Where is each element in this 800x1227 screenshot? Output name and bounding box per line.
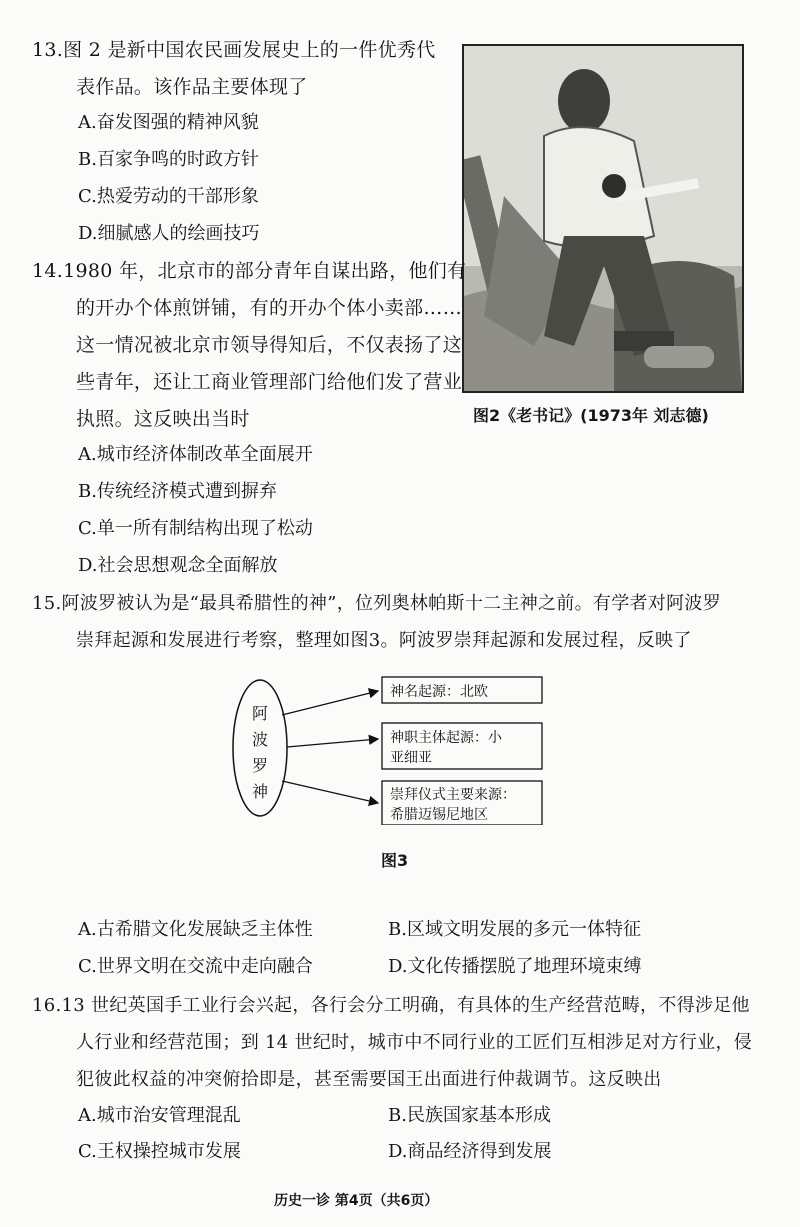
q13-option-a[interactable]: A.奋发图强的精神风貌 <box>78 112 259 133</box>
q13-option-c[interactable]: C.热爱劳动的干部形象 <box>78 186 259 207</box>
box3-line2: 希腊迈锡尼地区 <box>390 807 488 823</box>
center-char-4: 神 <box>251 782 269 801</box>
figure3-caption: 图3 <box>381 851 409 870</box>
arrow-to-box2 <box>287 739 378 747</box>
q16-option-c[interactable]: C.王权操控城市发展 <box>78 1141 241 1162</box>
q16-option-a[interactable]: A.城市治安管理混乱 <box>78 1105 241 1126</box>
q16-stem-line2: 人行业和经营范围；到 14 世纪时，城市中不同行业的工匠们互相涉足对方行业，侵 <box>76 1032 753 1053</box>
figure3-diagram <box>220 675 560 825</box>
figure2-painting <box>462 44 744 393</box>
q14-option-d[interactable]: D.社会思想观念全面解放 <box>78 555 278 576</box>
q15-stem-line1: 15.阿波罗被认为是“最具希腊性的神”，位列奥林帕斯十二主神之前。有学者对阿波罗 <box>32 593 722 614</box>
q14-option-c[interactable]: C.单一所有制结构出现了松动 <box>78 518 313 539</box>
q14-option-a[interactable]: A.城市经济体制改革全面展开 <box>78 444 313 465</box>
q14-stem-line5: 执照。这反映出当时 <box>76 408 250 430</box>
q15-option-b[interactable]: B.区域文明发展的多元一体特征 <box>388 919 641 940</box>
q13-option-d[interactable]: D.细腻感人的绘画技巧 <box>78 223 260 244</box>
q15-option-d[interactable]: D.文化传播摆脱了地理环境束缚 <box>388 956 642 977</box>
q13-stem-line2: 表作品。该作品主要体现了 <box>76 76 308 98</box>
center-char-1: 阿 <box>251 704 269 723</box>
q16-stem-line3: 犯彼此权益的冲突俯拾即是，甚至需要国王出面进行仲裁调节。这反映出 <box>76 1069 662 1090</box>
page-footer: 历史一诊 第4页（共6页） <box>274 1193 439 1209</box>
figure2-caption: 图2《老书记》(1973年 刘志德) <box>473 406 709 425</box>
q15-stem-line2: 崇拜起源和发展进行考察，整理如图3。阿波罗崇拜起源和发展过程，反映了 <box>76 630 692 651</box>
q13-stem-line1: 13.图 2 是新中国农民画发展史上的一件优秀代 <box>32 39 436 61</box>
box2-line1: 神职主体起源：小 <box>390 730 502 746</box>
arrow-to-box1 <box>282 691 378 715</box>
old-secretary-painting-image <box>464 46 742 391</box>
center-char-3: 罗 <box>251 756 269 775</box>
box2-line2: 亚细亚 <box>390 750 432 766</box>
q14-stem-line3: 这一情况被北京市领导得知后，不仅表扬了这 <box>76 334 463 356</box>
q14-option-b[interactable]: B.传统经济模式遭到摒弃 <box>78 481 277 502</box>
q16-stem-line1: 16.13 世纪英国手工业行会兴起，各行会分工明确，有具体的生产经营范畴，不得涉足他 <box>32 995 750 1016</box>
box3-line1: 崇拜仪式主要来源： <box>390 787 516 803</box>
q13-option-b[interactable]: B.百家争鸣的时政方针 <box>78 149 259 170</box>
q14-stem-line1: 14.1980 年，北京市的部分青年自谋出路，他们有 <box>32 260 467 282</box>
q14-stem-line4: 些青年，还让工商业管理部门给他们发了营业 <box>76 371 463 393</box>
arrow-to-box3 <box>282 781 378 803</box>
q16-option-b[interactable]: B.民族国家基本形成 <box>388 1105 551 1126</box>
q15-option-c[interactable]: C.世界文明在交流中走向融合 <box>78 956 313 977</box>
q14-stem-line2: 的开办个体煎饼铺，有的开办个体小卖部…… <box>76 297 463 319</box>
center-char-2: 波 <box>251 730 269 749</box>
q15-option-a[interactable]: A.古希腊文化发展缺乏主体性 <box>78 919 313 940</box>
box1-line1: 神名起源：北欧 <box>390 684 488 700</box>
q16-option-d[interactable]: D.商品经济得到发展 <box>388 1141 552 1162</box>
